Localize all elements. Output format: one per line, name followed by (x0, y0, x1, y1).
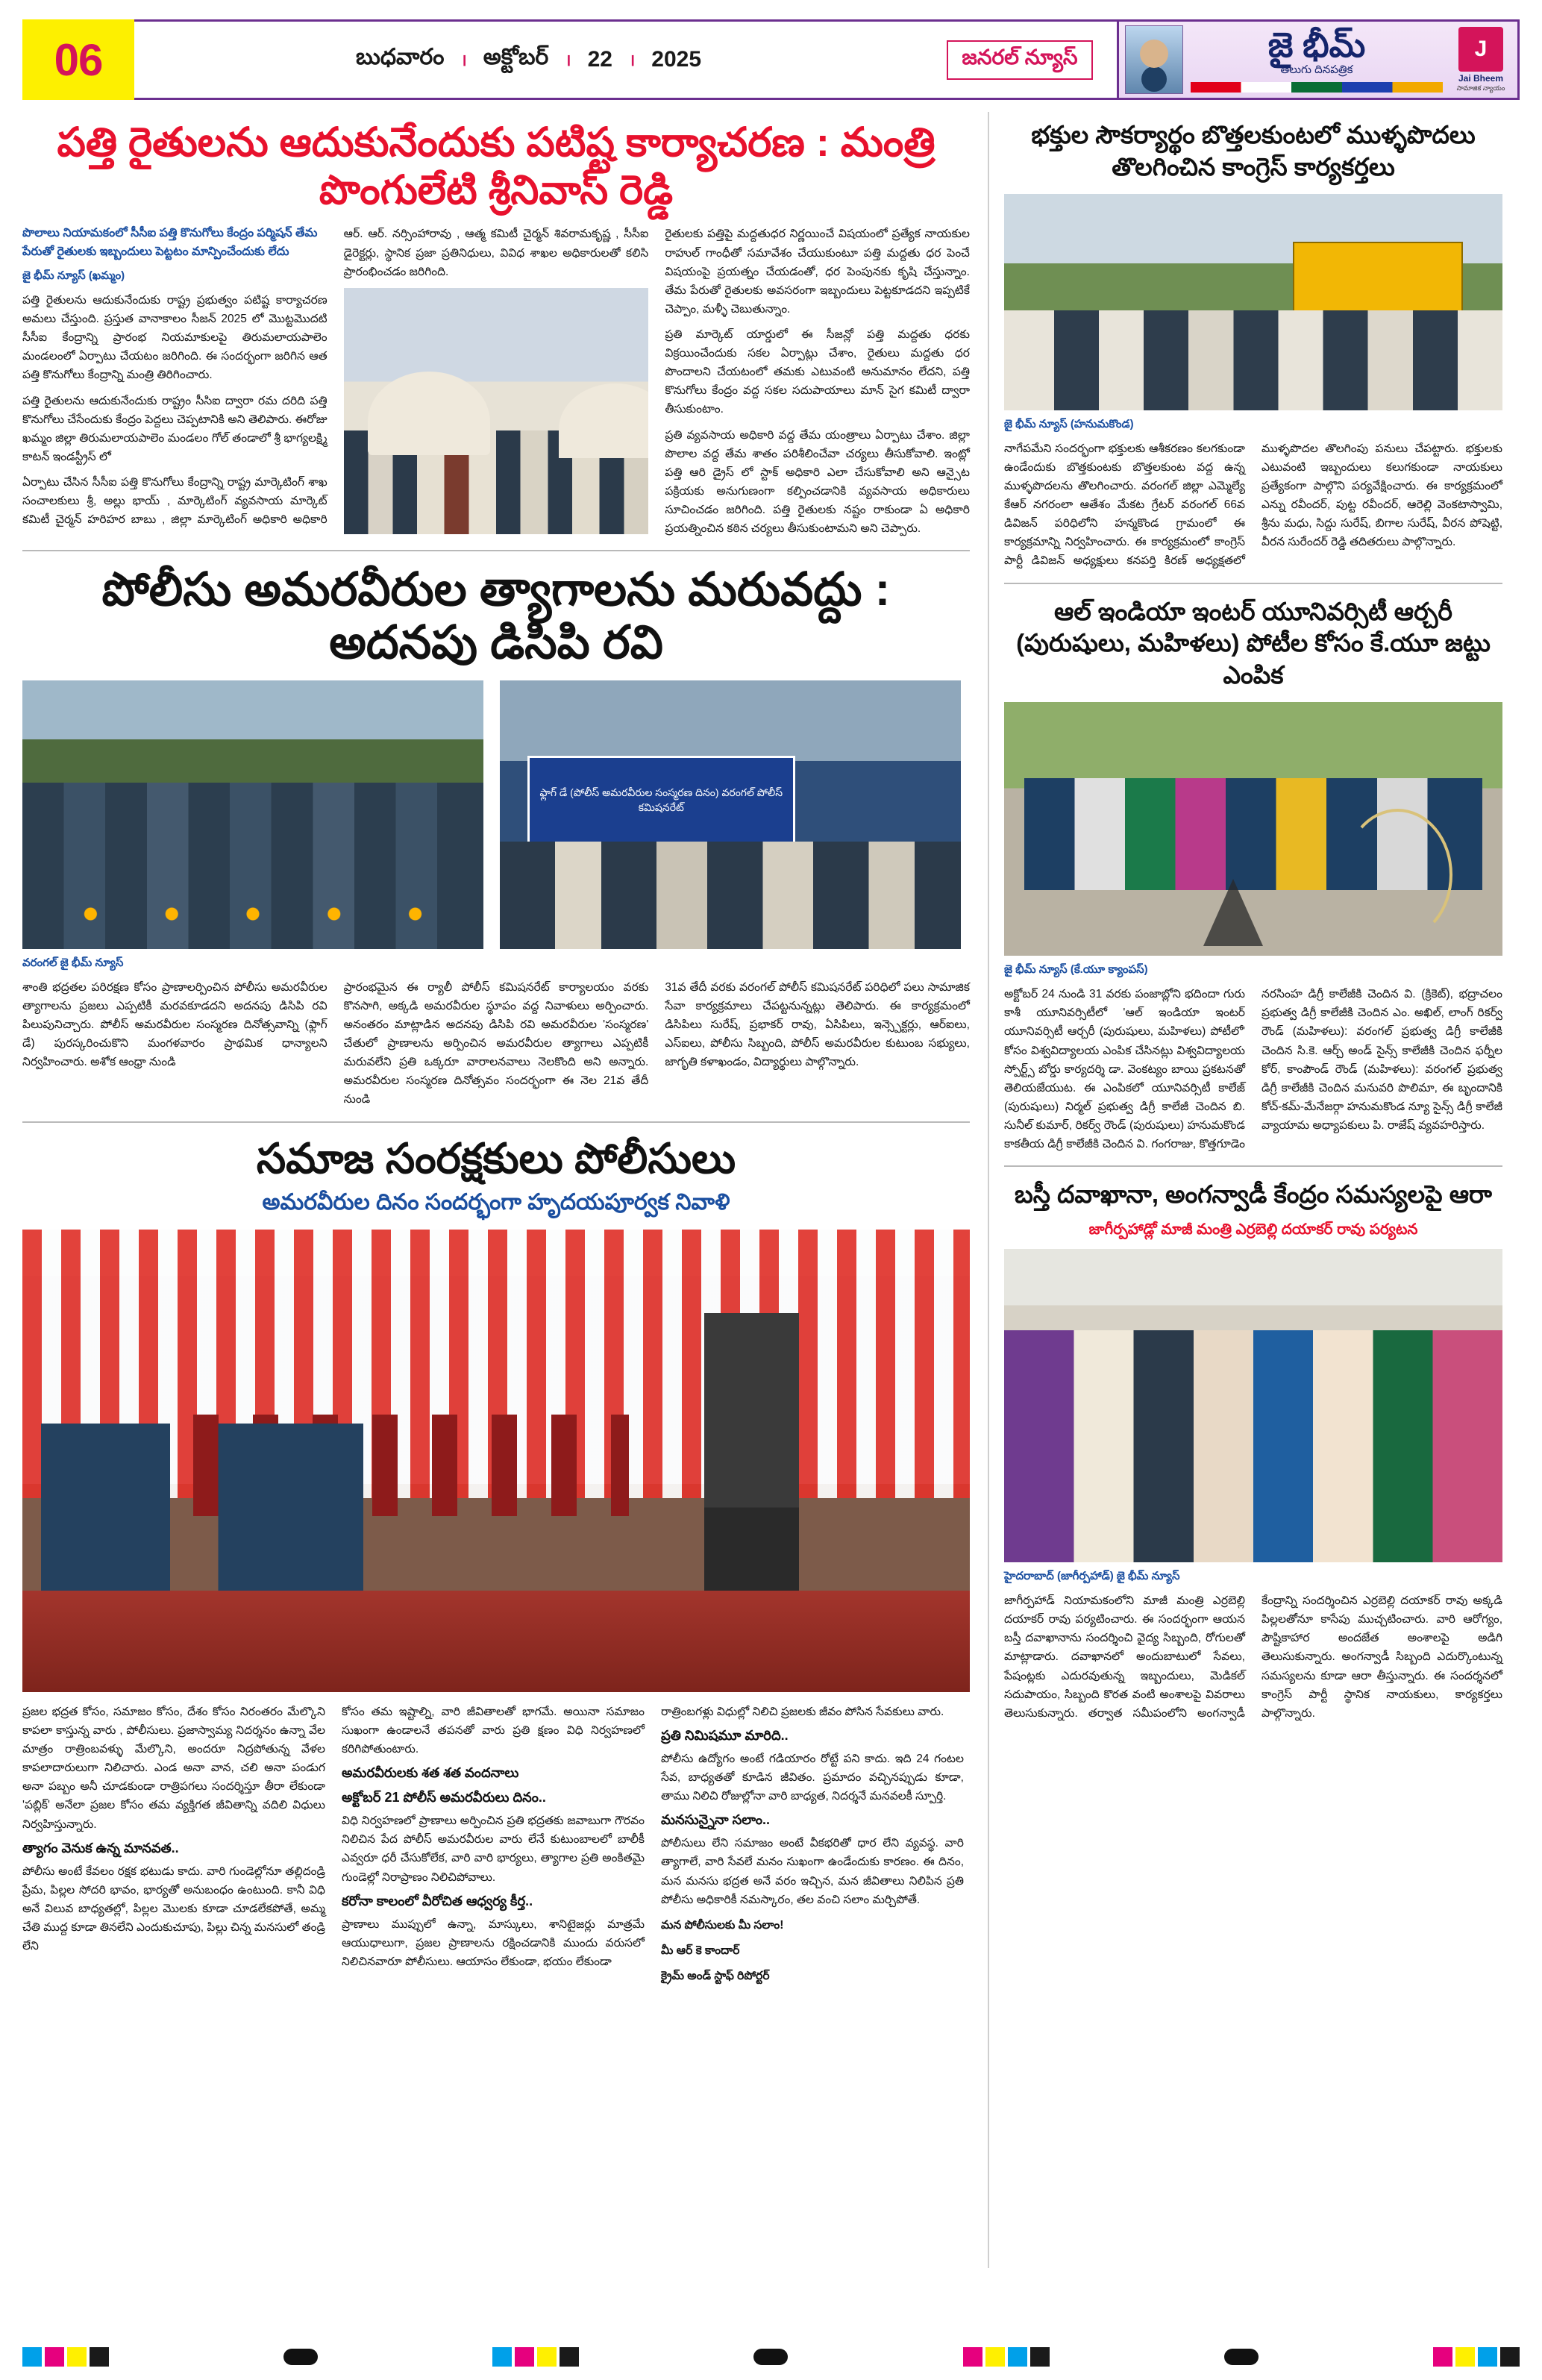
story1-para-1: పత్తి రైతులను ఆదుకునేందుకు రాష్ట్రం సీసిఐ ద్వారా రమ దరిది పత్తి కొనుగోలు చేసేందుకు కేంద్రం పెద్దలు చెప్పటానికి అని తెలిపారు. ఈరోజు ఖమ్మం జిల్లా తిరుమలాయపాలెం మండలం గోల్ తండాలో శ్రీ భాగ్యలక్ష్మి కాటన్ ఇండస్ట్రీస్ లో (22, 394, 327, 463)
story1-lead: పొలాలు నియామకంలో సీసీఐ పత్తి కొనుగోలు కేంద్రం పర్మిషన్ తేమ పేరుతో రైతులకు ఇబ్బందులు పెట్టటం మాన్పించేందుకు లేదు (22, 227, 318, 259)
story2-banner-text: ఫ్లాగ్ డే (పోలీస్ అమరవీరుల సంస్మరణ దినం) వరంగల్ పోలీస్ కమిషనరేట్ (527, 756, 794, 847)
masthead (22, 19, 1520, 100)
side-story2-byline: జై భీమ్ న్యూస్ (కే.యూ క్యాంపస్) (1004, 963, 1148, 977)
dateline (134, 19, 923, 100)
swatch-magenta-4 (1433, 2347, 1452, 2367)
story3-c2-para-0: రాత్రింబగళ్లు విధుల్లో నిలిచి ప్రజలకు జీవం పోసిన సేవకులు వారు. (661, 1705, 944, 1718)
swatch-magenta-2 (515, 2347, 534, 2367)
swatch-cyan-4 (1478, 2347, 1497, 2367)
story1-para-2: ఏర్పాటు చేసిన సీసీఐ పత్తి కొనుగోలు కేంద్రాన్ని రాష్ట్ర మార్కెటింగ్ శాఖ సంచాలకులు శ్రీ, అల్లు భాయ్ , మార్కెటింగ్ వ్యవసాయ మార్కెట్ కమిటీ చైర్మన్ హరిహర బాబు , జిల్లా మార్కెటింగ్ అధికారి అధికారి ఆర్. ఆర్. నర్సింహారావు , ఆత్మ కమిటీ చైర్మన్ శివరామకృష్ణ , సీసీఐ డైరెక్టర్లు, స్థానిక ప్రజా ప్రతినిధులు, వివిధ శాఖల అధికారులతో కలిసి ప్రారంభించడం జరిగింది. (22, 228, 649, 527)
swatch-black-3 (1030, 2347, 1050, 2367)
story3-kicker: అమరవీరుల దినం సందర్భంగా హృదయపూర్వక నివాళి (262, 1189, 730, 1215)
dateline-month: అక్టోబర్ (483, 44, 549, 69)
story3-col-2 (661, 1703, 964, 1992)
registration-mark-1 (283, 2349, 318, 2365)
side-story3-body (1004, 1591, 1502, 1726)
candle-flames-icon (50, 895, 456, 933)
side-divider-2 (1004, 1165, 1502, 1167)
story3-c0-subhead: త్యాగం వెనుక ఉన్న మానవత.. (22, 1840, 179, 1856)
story1-photo-cotton-center (344, 288, 649, 534)
story2-photo-credit: వరంగల్ జై భీమ్ న్యూస్ (22, 956, 124, 969)
logo-subtext: సామాజిక న్యాయం (1456, 84, 1505, 93)
swatch-yellow-2 (537, 2347, 557, 2367)
story3-author-role: క్రైమ్ అండ్ స్టాఫ్ రిపోర్టర్ (661, 1970, 770, 1983)
story3-col-0 (22, 1703, 325, 1992)
swatch-group-1 (22, 2347, 109, 2367)
story3-col-1 (342, 1703, 645, 1992)
side-story2-headline: ఆల్ ఇండియా ఇంటర్ యూనివర్సిటీ ఆర్చరీ (పురుషులు, మహిళలు) పోటీల కోసం కే.యూ జట్టు ఎంపిక (1016, 597, 1491, 689)
paper-logo (1450, 27, 1511, 93)
side-story1-body (1004, 439, 1502, 571)
swatch-group-2 (492, 2347, 579, 2367)
story2-headline: పోలీసు అమరవీరుల త్యాగాలను మరువద్దు : అదనపు డిసిపి రవి (101, 564, 891, 669)
story2-photo-candles (22, 680, 483, 949)
swatch-yellow-3 (985, 2347, 1005, 2367)
ambedkar-portrait-icon (1125, 25, 1183, 94)
bow-icon (1343, 809, 1452, 941)
nameplate-text (1191, 25, 1443, 93)
story2-body (22, 978, 970, 1109)
swatch-black-4 (1500, 2347, 1520, 2367)
story1-para-5: ప్రతి వ్యవసాయ అధికారి వద్ద తేమ యంత్రాలు ఏర్పాటు చేశాం. జిల్లా పొలాల వద్ద తేమ శాతం పరిశీలించేవా చర్యలు తీసుకోవాలి. ఇంట్లో పత్తి ఆరి డ్రైస్ లో స్టాక్ అధికారి ఎలా చేసుకోవాలి అని ఆన్సైట పక్రియకు అనుగుణంగా కల్పించడానికి వ్యవసాయ అధికారులు సూచించడం జరిగింది. పత్తి రైతులకు నష్టం రాకుండా ఏ అధికారి ప్రయత్నించిన కఠిన చర్యలు తీసుకుంటామని అని చెప్పారు. (665, 428, 970, 536)
side-story2-body (1004, 985, 1502, 1153)
dateline-sep-3: । (628, 51, 636, 69)
side-divider-1 (1004, 583, 1502, 584)
paper-name: జై భీమ్ (1267, 25, 1366, 64)
section-label: జనరల్ న్యూస్ (947, 40, 1092, 80)
story3-c1-para-3: విధి నిర్వహణలో ప్రాణాలు అర్పించిన ప్రతి భద్రతకు జవాబుగా గౌరవం నిలిచిన పేద పోలీస్ అమరవీరుల వారు లేనే కుటుంబాలలో బాలీకీ ఎవ్వరూ ధరీ చేసుకోలేక, వారి వారి భార్యలు, త్యాగాల ప్రతి అంకితమై గుండెల్లో నిరాప్రాణం నిలిచిపోవాలు. (342, 1814, 645, 1884)
swatch-black-2 (560, 2347, 579, 2367)
divider-1 (22, 550, 970, 551)
story2-para-2: 31వ తేదీ వరకు వరంగల్ పోలీస్ కమిషనరేట్ పరిధిలో పలు సామాజిక సేవా కార్యక్రమాలు చేపట్టనున్నట్లు తెలిపారు. ఈ కార్యక్రమంలో డిసిపిలు సురేష్, ప్రభాకర్ రావు, ఏసిపిలు, ఇన్స్పెక్టర్లు, ఆర్ఐలు, ఎస్ఐలు, పోలీసు సిబ్బంది, పోలీస్ అమరవీరుల కుటుంబ సభ్యులు, జాగృతి కళాఖండం, విద్యార్థులు పాల్గొన్నారు. (665, 980, 970, 1069)
story1-para-4: ప్రతి మార్కెట్ యార్డులో ఈ సీజన్లో పత్తి మద్దతు ధరకు విక్రయించేందుకు సకల ఏర్పాట్లు చేశాం, రైతులు మద్దతు ధర పొందాలని చేయటంలో తమకు ఎటువంటి అనుమానం లేదని, పత్తి కొనుగోలు కేంద్రం వద్ద సకల సదుపాయాలు మాన్ సైగ కమిటీ ద్వారా తీసుకుంటాం. (665, 328, 970, 416)
side-story1-byline: జై భీమ్ న్యూస్ (హనుమకొండ) (1004, 417, 1134, 430)
story3-c2-para-4: పోలీసులు లేని సమాజం అంటే వీకభరితో ధార లేని వ్యవస్థ. వారి త్యాగాలే, వారి సేవలే మనం సుఖంగా ఉండేందుకు కారణం. ఈ దినం, మన మనసు భద్రత అనే వరం ఇచ్చిన, మన జీవితాలు నిలిపిన ప్రతి పోలీసు అధికారికీ నమస్కారం, తల వంచి సలాం మర్చిపోతే. (661, 1837, 964, 1906)
story3-c1-para-0: కోసం తమ ఇష్టాల్ని, వారి జీవితాలతో భాగమే. అయినా సమాజం సుఖంగా ఉండాలనే తపనతో వారు ప్రతి క్షణం విధి నిర్వహణలో కరిగిపోతుంటారు. (342, 1705, 645, 1756)
story3-signoff: మన పోలీసులకు మీ సలాం! (661, 1918, 784, 1932)
side-story3-headline: బస్తీ దవాఖానా, అంగన్వాడీ కేంద్రం సమస్యలపై ఆరా (1015, 1180, 1492, 1209)
story3-c1-subhead-1: అమరవీరులకు శత శత వందనాలు (342, 1765, 519, 1781)
story2-para-0: శాంతి భద్రతల పరిరక్షణ కోసం ప్రాణాలర్పించిన పోలీసు అమరవీరుల త్యాగాలను ప్రజలు ఎప్పటికీ మరవకూడదని అదనపు డిసిపి రవి పిలుపునిచ్చారు. పోలీస్ అమరవీరుల సంస్మరణ దినోత్సవాన్ని (ఫ్లాగ్ డే) పురస్కరించుకొని మంగళవారం ప్రాథమిక ధాన్యాలని నిర్వహించారు. అశోక ఆంధ్రా నుండి (22, 980, 327, 1069)
dateline-date: 22 (587, 47, 612, 72)
side-story2-para-0: అక్టోబర్ 24 నుండి 31 వరకు పంజాబ్లోని భదిందా గురు కాశీ యూనివర్సిటీలో 'ఆల్ ఇండియా ఇంటర్ యూనివర్సిటీ ఆర్చరీ (పురుషులు, మహిళలు) పోటీలో' కోసం విశ్వవిద్యాలయ ఎంపిక చేసినట్లు విశ్వవిద్యాలయ స్పోర్ట్స్ బోర్డు కార్యదర్శి డా. వెంకట్యం బాయి ప్రకటనతో తెలియజేయుట. ఈ ఎంపికలో యూనివర్సిటీ కాలేజ్ (పురుషులు) నిర్మల్ ప్రభుత్వ డిగ్రీ కాలేజీ చెందిన బి. సునీల్ కుమార్, రికర్వ్ రౌండ్ (పురుషులు) హనుమకొండ కాకతీయ డిగ్రీ కాలేజీకి చెందిన వి. గంగరాజు, కొత్తగూడెం నరసింహ డిగ్రీ కాలేజీకి చెందిన వి. (క్రికెట్), భద్రాచలం ప్రభుత్వ డిగ్రీ కాలేజీకి చెందిన ఎం. అఖిల్, లాంగ్ రికర్వ్ రౌండ్ (మహిళలు): వరంగల్ ప్రభుత్వ డిగ్రీ కాలేజీకి చెందిన సి.కె. ఆర్చ్ అండ్ సైన్స్ కాలేజీకి చెందిన ఫర్నీల కోర్, కాంపౌండ్ రౌండ్ (మహిళలు): వరంగల్ ప్రభుత్వ డిగ్రీ కాలేజీకి చెందిన మనువరి పొలిమా, ఈ బృందానికి కోచ్-కమ్-మేనేజర్గా హనుమకొండ న్యూ సైన్స్ డిగ్రీ కాలేజీ వ్యాయామ అధ్యాపకులు పి. రాజేష్ వ్యవహరిస్తారు. (1004, 988, 1502, 1151)
nameplate-color-strip (1191, 82, 1443, 93)
swatch-yellow-1 (67, 2347, 87, 2367)
story3-c2-subhead-2: మనసున్నైనా సలాం.. (661, 1812, 771, 1828)
dateline-sep-1: । (460, 51, 467, 69)
swatch-black-1 (90, 2347, 109, 2367)
tripod-icon (1203, 879, 1263, 946)
story3-photo-tribute (22, 1230, 970, 1692)
page-content (22, 112, 1520, 2268)
story1-para-0: పత్తి రైతులను ఆదుకునేందుకు రాష్ట్ర ప్రభుత్వం పటిష్ట కార్యాచరణ అమలు చేస్తుంది. ప్రస్తుత వానాకాలం సీజన్ 2025 లో మొట్టమొదటి సీసీఐ కేంద్రాన్ని ప్రారంభ నియమాకులపై తిరుమలాయపాలెం మండలంలో ఏర్పాటు చేయటం జరిగింది. ఈ సందర్భంగా జరిగిన ఆత పత్తి కొనుగోలు కేంద్రాన్ని మంత్రి తిరిగించారు. (22, 294, 327, 382)
swatch-cyan-2 (492, 2347, 512, 2367)
story1-headline: పత్తి రైతులను ఆదుకునేందుకు పటిష్ట కార్యాచరణ : మంత్రి పొంగులేటి శ్రీనివాస్ రెడ్డి (57, 120, 935, 213)
story1-byline: జై భీమ్ న్యూస్ (ఖమ్మం) (22, 269, 125, 283)
page-folio (22, 19, 134, 100)
side-story3-photo-people (1004, 1330, 1502, 1562)
logo-text: Jai Bheem (1458, 73, 1504, 84)
side-story3-kicker: జాగీర్పహాడ్లో మాజీ మంత్రి ఎర్రబెల్లి దయాకర్ రావు పర్యటన (1088, 1221, 1418, 1238)
tribute-carpet (22, 1591, 970, 1692)
swatch-cyan-3 (1008, 2347, 1027, 2367)
side-story3-byline: హైదరాబాద్ (జాగీర్పహాడ్) జై భీమ్ న్యూస్ (1004, 1570, 1180, 1583)
side-story1-para-0: నాగేపమేని సందర్భంగా భక్తులకు ఆశీకరణం కలగకుండా ఉండేందుకు బొత్తకుంటకు బొత్తలకుంట వద్ద ఉన్న ముళ్ళపొదలను తొలగించారు. వరంగల్ జిల్లా ఎమ్మెల్యే కేఆర్ నగరంలా ఆతేశం మేకట గ్రేటర్ వరంగల్ 66వ డివిజన్ పరిధిలోని హన్మకొండ గ్రామంలో ఈ కార్యక్రమాన్ని నిర్వహించారు. ఈ కార్యక్రమంలో కాంగ్రెస్ పార్టీ డివిజన్ అధ్యక్షులు కనపర్తి కిరణ్ అధ్యక్షతలో ముళ్ళపొదల తొలగింపు పనులు చేపట్టారు. భక్తులకు ఎటువంటి ఇబ్బందులు కలుగకుండా నాయకులు ప్రత్యేకంగా పాల్గొని పర్యవేక్షించారు. ఈ కార్యక్రమంలో ఎన్ను రవీందర్, పుట్ట రవీందర్, ఆరెల్లి వెంకటాస్వామి, శ్రీను మధు, సిద్దు సురేష్, బిగాల సురేష్, వీరన పోషెట్టి, వీరన సురేందర్ రెడ్డి తదితరులు పాల్గొన్నారు. (1004, 442, 1502, 568)
story3-c0-para-2: పోలీసు అంటే కేవలం రక్షక భటుడు కాదు. వారి గుండెల్లోనూ తల్లిదండ్రి ప్రేమ, పిల్లల సోదరి భావం, భార్యతో అనుబంధం ఉంటుంది. కానీ విధి అనే విలువ బాధ్యతల్లో, పిల్లల మొలకు కూడా చూడలేకపోతే, అమ్మ చేతి ముద్ద కూడా తినలేని ఎందుకుచూపు, పిల్లు చిన్న మనసులో తండ్రి లేని (22, 1864, 325, 1953)
story1-photo-people (344, 430, 649, 534)
side-story2-photo (1004, 702, 1502, 956)
registration-colorbar (22, 2347, 1520, 2367)
side-story1-photo (1004, 194, 1502, 410)
story3-c0-para-0: ప్రజల భద్రత కోసం, సమాజం కోసం, దేశం కోసం నిరంతరం మేల్కొని కాపలా కాస్తున్న వారు , పోలీసులు. ప్రజాస్వామ్య నిదర్శనం ఉన్నా వేల మాత్రం రాత్రింబవళ్ళు మేల్కొని, అందరూ నిద్రపోతున్న వేళల కాపలాదారులుగా నిలిచారు. ఎండ అనా వాన, చలి అనా పండుగ అనా పబ్బం అనీ చూడకుండా రాత్రిపగలు సందర్శిస్తూ తీరా లేకుండా 'పబ్లిక్' అనేలా ప్రజల కోసం తమ వ్యక్తిగత జీవితాన్ని వదిలి విధులు నిర్వహిస్తున్నారు. (22, 1705, 325, 1831)
story3-c1-para-5: ప్రాణాలు ముప్పులో ఉన్నా, మాస్కులు, శానిటైజర్లు మాత్రమే ఆయుధాలుగా, ప్రజల ప్రాణాలను రక్షించడానికి ముందు వరుసలో నిలిచినవారూ పోలీసులు. ఆయాసం లేకుండా, భయం లేకుండా (342, 1917, 645, 1968)
page-number: 06 (54, 34, 103, 85)
swatch-cyan-1 (22, 2347, 42, 2367)
story3-c2-para-2: పోలీసు ఉద్యోగం అంటే గడియారం రోట్టే పని కాదు. ఇది 24 గంటల సేవ, బాధ్యతతో కూడిన జీవితం. ప్రమాదం వచ్చినప్పుడు కూడా, తాము నిలిచి రోజుల్లోనా వారి బాధ్యత, నిదర్శనే మనవలకీ స్పూర్తి. (661, 1753, 964, 1803)
nameplate (1117, 19, 1520, 100)
story2-photo-banner (500, 680, 961, 949)
divider-2 (22, 1121, 970, 1123)
story3-c2-subhead-1: ప్రతి నిమిషమూ మారిది.. (661, 1728, 789, 1744)
story2-photo2-people (500, 842, 961, 949)
dateline-day: బుధవారం (355, 44, 445, 69)
rifle-memorial-icon (704, 1313, 799, 1591)
story1-para-3: రైతులకు పత్తిపై మద్దతుధర నిర్ణయించే విషయంలో ప్రత్యేక నాయకుల రాహుల్ గాంధీతో సమావేశం చేయుకుంటూ పత్తి మద్దతు ధర పెంచే విషయంపై ప్రయత్నం చేయడంతో, ధర పెంపునకు కృషి చేస్తున్నాం. తేమ పేరుతో రైతులకు అవసరంగా ఇబ్బందులు పెట్టకూడదని ఇప్పటికే చెప్పాం, మళ్ళీ చెబుతున్నాం. (665, 228, 970, 316)
swatch-yellow-4 (1455, 2347, 1475, 2367)
story3-author: మీ ఆర్ కె కాందార్ (661, 1944, 740, 1957)
side-story3-para-0: జాగీర్పహాడ్ నియామకంలోని మాజీ మంత్రి ఎర్రబెల్లి దయాకర్ రావు పర్యటించారు. ఈ సందర్భంగా ఆయన బస్తీ దవాఖానాను సందర్శించి వైద్య సిబ్బంది, రోగులతో మాట్లాడారు. దవాఖానలో అందుబాటులో సేవలు, పేషంట్లకు ఎదురవుతున్న ఇబ్బందులు, మెడికల్ సదుపాయం, సిబ్బంది కొరత వంటి అంశాలపై వివరాలు తెలుసుకున్నారు. తర్వాత సమీపంలోని అంగన్వాడీ కేంద్రాన్ని సందర్శించిన ఎర్రబెల్లి దయాకర్ రావు అక్కడి పిల్లలతోనూ కాసేపు ముచ్చటించారు. వారి ఆరోగ్యం, పౌష్టికాహార అందజేత అంశాలపై అడిగి తెలుసుకున్నారు. అంగన్వాడీ సిబ్బంది ఎదుర్కొంటున్న సమస్యలను కూడా ఆరా తీస్తున్నారు. ఈ సందర్శనలో కాంగ్రెస్ పార్టీ స్థానిక నాయకులు, కార్యకర్తలు పాల్గొన్నారు. (1004, 1594, 1502, 1720)
side-story1-photo-people (1004, 310, 1502, 410)
dateline-sep-2: । (565, 51, 571, 69)
side-story1-headline: భక్తుల సౌకర్యార్థం బొత్తలకుంటలో ముళ్ళపొదలు తొలగించిన కాంగ్రెస్ కార్యకర్తలు (1031, 121, 1476, 181)
swatch-group-4 (1433, 2347, 1520, 2367)
main-column (22, 112, 970, 2268)
story1-body (22, 225, 970, 538)
dateline-year: 2025 (651, 47, 702, 72)
story2-para-1: ప్రారంభమైన ఈ ర్యాలీ పోలీస్ కమిషనరేట్ కార్యాలయం వరకు కొనసాగి, అక్కడి అమరవీరుల స్థూపం వద్ద నివాళులు అర్పించారు. అనంతరం మాట్లాడిన అదనపు డిసిపి రవి అమరవీరుల 'సంస్మరణ' చేతులో ప్రాణాలను అర్పించిన అమరవీరుల త్యాగాలు ఎప్పటికీ మరువలేని ప్రతి ఒక్కరూ వారాలనవాలు నెలకొంది అని అన్నారు. అమరవీరుల సంస్మరణ దినోత్సవం సందర్భంగా ఈ నెల 21వ తేదీ నుండి (343, 980, 649, 1106)
swatch-magenta-1 (45, 2347, 64, 2367)
swatch-magenta-3 (963, 2347, 982, 2367)
story3-headline: సమాజ సంరక్షకులు పోలీసులు (256, 1134, 736, 1182)
registration-mark-2 (753, 2349, 788, 2365)
section-tag (923, 19, 1117, 100)
story3-body (22, 1703, 970, 1992)
logo-badge-icon: J (1458, 27, 1503, 72)
side-column (988, 112, 1502, 2268)
swatch-group-3 (963, 2347, 1050, 2367)
paper-subtitle: తెలుగు దినపత్రిక (1280, 63, 1353, 76)
story3-c1-subhead-3: కరోనా కాలంలో వీరోచిత ఆధ్వర్య కీర్త.. (342, 1893, 533, 1908)
side-story3-photo (1004, 1249, 1502, 1562)
story2-photos (22, 680, 970, 949)
story3-c1-subhead-2: అక్టోబర్ 21 పోలీస్ అమరవీరులు దినం.. (342, 1790, 546, 1806)
registration-mark-3 (1224, 2349, 1259, 2365)
